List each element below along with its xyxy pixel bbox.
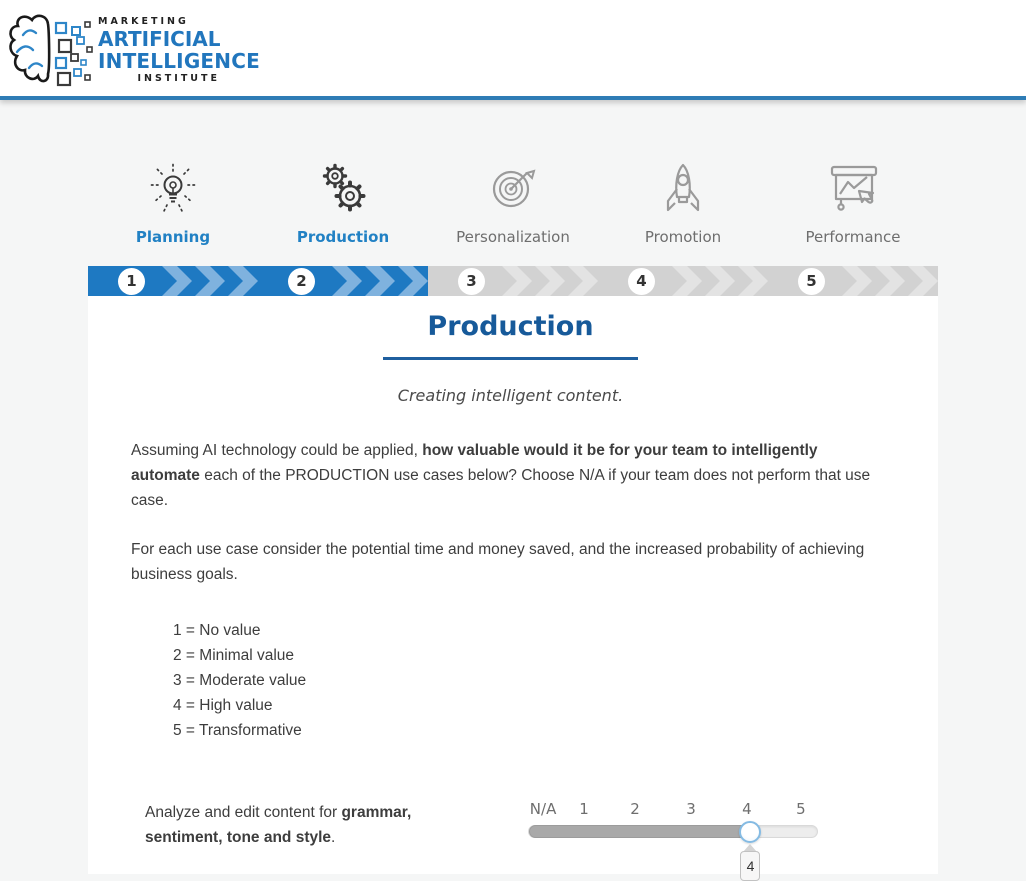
intro-paragraph-2: For each use case consider the potential time and money saved, and the increased probability of achieving business goals. <box>131 541 865 583</box>
step-label-planning: Planning <box>135 228 211 246</box>
slider-handle[interactable] <box>739 821 761 843</box>
step-production[interactable] <box>258 160 428 246</box>
step-label-production: Production <box>296 228 390 246</box>
slider-tick-3: 3 <box>686 800 696 818</box>
gears-icon <box>315 160 371 216</box>
step-performance[interactable] <box>768 160 938 246</box>
step-planning[interactable] <box>88 160 258 246</box>
lightbulb-idea-icon <box>145 160 201 216</box>
rating-slider <box>528 800 818 874</box>
slider-tick-5: 5 <box>796 800 806 818</box>
survey-panel <box>88 296 938 874</box>
intro-text: Assuming AI technology could be applied, <box>131 442 423 459</box>
question-label <box>145 800 445 850</box>
chevron-right-icon <box>162 266 258 296</box>
chevron-right-icon <box>672 266 768 296</box>
legend-item: 2 = Minimal value <box>173 647 295 664</box>
progress-step-number: 1 <box>118 268 145 295</box>
intro-paragraph-1 <box>131 438 890 513</box>
rating-scale-legend <box>131 618 890 743</box>
chevron-right-icon <box>842 266 938 296</box>
step-label-promotion: Promotion <box>644 228 722 246</box>
legend-item: 4 = High value <box>173 697 273 714</box>
brand-logo[interactable] <box>0 0 260 89</box>
chevron-right-icon <box>332 266 428 296</box>
target-arrow-icon <box>485 160 541 216</box>
slider-tick-2: 2 <box>630 800 640 818</box>
legend-item: 5 = Transformative <box>173 722 302 739</box>
legend-item: 3 = Moderate value <box>173 672 307 689</box>
progress-segment-2 <box>258 266 428 296</box>
progress-segment-1 <box>88 266 258 296</box>
slider-tick-labels <box>528 800 818 818</box>
chevron-right-icon <box>502 266 598 296</box>
progress-segment-5 <box>768 266 938 296</box>
slider-track[interactable] <box>528 825 818 874</box>
phase-stepper <box>88 100 938 246</box>
intro-text-bold: how valuable would it be for your team to intelligently automate <box>131 442 818 484</box>
legend-item: 1 = No value <box>173 622 261 639</box>
progress-step-number: 2 <box>288 268 315 295</box>
brand-wordmark <box>98 15 260 84</box>
progress-segment-3 <box>428 266 598 296</box>
progress-step-number: 4 <box>628 268 655 295</box>
slider-value: 4 <box>740 851 760 881</box>
step-personalization[interactable] <box>428 160 598 246</box>
slider-tick-1: 1 <box>579 800 589 818</box>
wordmark-marketing: MARKETING <box>98 15 189 27</box>
progress-bar <box>88 266 938 296</box>
site-header <box>0 0 1026 100</box>
step-promotion[interactable] <box>598 160 768 246</box>
wordmark-intelligence: INTELLIGENCE <box>98 49 260 73</box>
brain-logo-icon <box>8 11 94 89</box>
section-subtitle: Creating intelligent content. <box>397 386 624 405</box>
question-text-bold: grammar, sentiment, tone and style <box>145 804 412 846</box>
progress-step-number: 3 <box>458 268 485 295</box>
wordmark-institute: INSTITUTE <box>137 73 220 84</box>
chart-presentation-icon <box>825 160 881 216</box>
page-title: Production <box>427 311 594 342</box>
slider-track-fill <box>529 825 750 838</box>
progress-step-number: 5 <box>798 268 825 295</box>
slider-value-tooltip <box>740 844 760 881</box>
question-text: Analyze and edit content for <box>145 804 342 821</box>
rocket-icon <box>655 160 711 216</box>
intro-text: each of the PRODUCTION use cases below? Choose N/A if your team does not perform that use case. <box>131 467 871 509</box>
question-row <box>131 800 890 881</box>
progress-segment-4 <box>598 266 768 296</box>
slider-tick-4: 4 <box>742 800 752 818</box>
title-underline <box>383 357 638 360</box>
slider-tick-na: N/A <box>529 800 557 818</box>
step-label-performance: Performance <box>805 228 901 246</box>
step-label-personalization: Personalization <box>456 228 570 246</box>
wordmark-artificial: ARTIFICIAL <box>98 27 221 51</box>
question-text: . <box>331 829 336 846</box>
